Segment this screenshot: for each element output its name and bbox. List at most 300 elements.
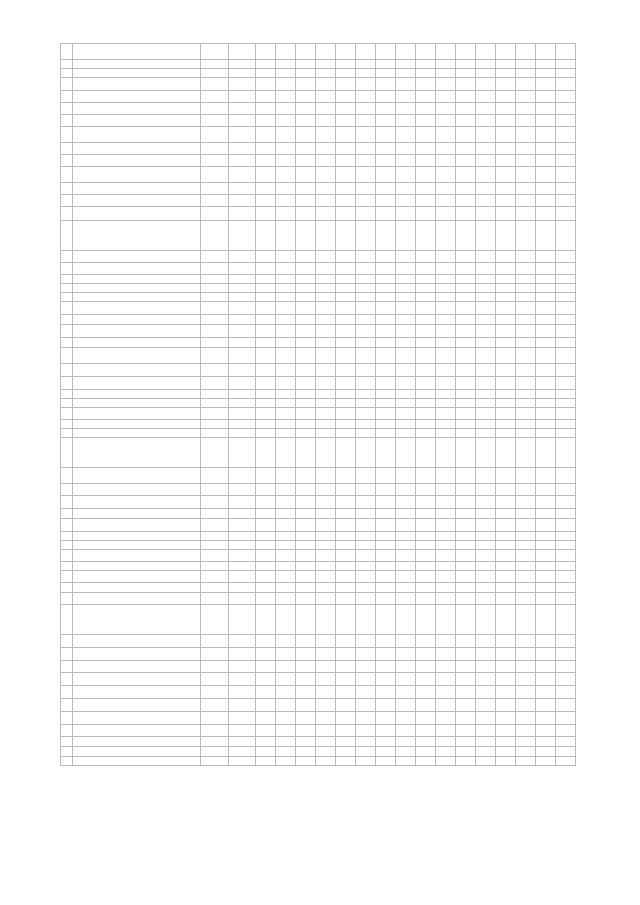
- data-cell: [516, 315, 536, 325]
- data-cell: [256, 725, 276, 737]
- data-cell: [536, 69, 556, 78]
- data-cell: [496, 725, 516, 737]
- value-cell-2: [229, 251, 256, 263]
- data-cell: [316, 155, 336, 167]
- data-cell: [476, 155, 496, 167]
- data-cell: [396, 438, 416, 468]
- data-cell: [416, 143, 436, 155]
- data-cell: [516, 167, 536, 183]
- data-cell: [396, 571, 416, 583]
- data-cell: [496, 377, 516, 390]
- data-cell: [456, 44, 476, 60]
- data-cell: [556, 737, 576, 747]
- row-number-cell: [61, 127, 73, 143]
- data-cell: [536, 399, 556, 408]
- row-description-cell: [73, 593, 201, 605]
- data-cell: [536, 60, 556, 69]
- data-cell: [276, 550, 296, 562]
- data-cell: [476, 673, 496, 686]
- data-cell: [536, 325, 556, 338]
- data-cell: [376, 91, 396, 103]
- data-cell: [396, 195, 416, 207]
- value-cell-1: [201, 143, 229, 155]
- data-cell: [516, 364, 536, 377]
- data-cell: [436, 438, 456, 468]
- data-cell: [276, 757, 296, 766]
- row-description-cell: [73, 103, 201, 115]
- row-number-cell: [61, 550, 73, 562]
- data-cell: [256, 275, 276, 284]
- data-cell: [516, 44, 536, 60]
- data-cell: [336, 293, 356, 302]
- data-cell: [516, 673, 536, 686]
- data-cell: [336, 593, 356, 605]
- data-cell: [516, 325, 536, 338]
- data-cell: [316, 429, 336, 438]
- data-cell: [316, 583, 336, 593]
- data-cell: [416, 661, 436, 673]
- data-cell: [376, 251, 396, 263]
- data-cell: [336, 69, 356, 78]
- table-row: [61, 364, 576, 377]
- value-cell-2: [229, 699, 256, 712]
- row-description-cell: [73, 399, 201, 408]
- table-row: [61, 44, 576, 60]
- data-cell: [516, 275, 536, 284]
- row-description-cell: [73, 315, 201, 325]
- data-cell: [316, 648, 336, 661]
- data-cell: [456, 293, 476, 302]
- row-number-cell: [61, 364, 73, 377]
- data-cell: [316, 127, 336, 143]
- data-cell: [476, 302, 496, 315]
- data-cell: [356, 562, 376, 571]
- data-cell: [416, 325, 436, 338]
- data-cell: [456, 635, 476, 648]
- data-cell: [456, 207, 476, 221]
- data-cell: [536, 420, 556, 429]
- data-cell: [536, 635, 556, 648]
- data-cell: [516, 648, 536, 661]
- value-cell-2: [229, 103, 256, 115]
- data-cell: [456, 673, 476, 686]
- data-cell: [296, 712, 316, 725]
- data-cell: [476, 251, 496, 263]
- data-cell: [296, 509, 316, 519]
- value-cell-1: [201, 127, 229, 143]
- data-cell: [456, 550, 476, 562]
- data-cell: [256, 364, 276, 377]
- data-cell: [516, 302, 536, 315]
- data-cell: [516, 550, 536, 562]
- row-description-cell: [73, 747, 201, 757]
- data-cell: [516, 519, 536, 532]
- data-cell: [376, 757, 396, 766]
- data-cell: [376, 69, 396, 78]
- data-cell: [396, 325, 416, 338]
- table-row: [61, 562, 576, 571]
- data-cell: [476, 78, 496, 91]
- data-cell: [556, 390, 576, 399]
- data-cell: [456, 583, 476, 593]
- data-cell: [436, 605, 456, 635]
- data-cell: [416, 605, 436, 635]
- data-cell: [256, 532, 276, 541]
- data-cell: [396, 541, 416, 550]
- data-cell: [536, 737, 556, 747]
- data-cell: [296, 583, 316, 593]
- data-cell: [256, 115, 276, 127]
- data-cell: [336, 408, 356, 420]
- data-cell: [516, 293, 536, 302]
- data-cell: [496, 583, 516, 593]
- data-cell: [496, 251, 516, 263]
- data-cell: [556, 302, 576, 315]
- data-cell: [296, 315, 316, 325]
- data-cell: [316, 78, 336, 91]
- data-cell: [476, 195, 496, 207]
- data-cell: [296, 195, 316, 207]
- data-cell: [516, 284, 536, 293]
- row-number-cell: [61, 699, 73, 712]
- data-cell: [456, 302, 476, 315]
- data-cell: [336, 747, 356, 757]
- value-cell-2: [229, 593, 256, 605]
- data-cell: [416, 91, 436, 103]
- data-cell: [556, 91, 576, 103]
- data-cell: [476, 275, 496, 284]
- data-cell: [356, 712, 376, 725]
- row-number-cell: [61, 284, 73, 293]
- data-cell: [316, 496, 336, 509]
- data-cell: [296, 221, 316, 251]
- data-cell: [336, 91, 356, 103]
- data-cell: [256, 221, 276, 251]
- value-cell-1: [201, 263, 229, 275]
- data-cell: [416, 420, 436, 429]
- data-cell: [436, 699, 456, 712]
- data-cell: [396, 532, 416, 541]
- data-cell: [356, 103, 376, 115]
- row-number-cell: [61, 420, 73, 429]
- data-cell: [316, 686, 336, 699]
- data-cell: [256, 284, 276, 293]
- data-cell: [476, 712, 496, 725]
- row-number-cell: [61, 60, 73, 69]
- data-cell: [296, 60, 316, 69]
- data-cell: [536, 127, 556, 143]
- data-cell: [516, 195, 536, 207]
- row-number-cell: [61, 155, 73, 167]
- value-cell-1: [201, 44, 229, 60]
- table-row: [61, 532, 576, 541]
- data-cell: [276, 509, 296, 519]
- data-cell: [356, 195, 376, 207]
- data-cell: [276, 686, 296, 699]
- data-cell: [376, 293, 396, 302]
- data-cell: [476, 438, 496, 468]
- data-cell: [376, 673, 396, 686]
- data-cell: [276, 541, 296, 550]
- data-cell: [496, 221, 516, 251]
- data-cell: [416, 519, 436, 532]
- row-number-cell: [61, 496, 73, 509]
- data-cell: [436, 571, 456, 583]
- data-cell: [496, 737, 516, 747]
- row-description-cell: [73, 377, 201, 390]
- data-cell: [356, 635, 376, 648]
- data-cell: [296, 686, 316, 699]
- row-description-cell: [73, 302, 201, 315]
- data-cell: [376, 593, 396, 605]
- data-cell: [296, 562, 316, 571]
- value-cell-2: [229, 143, 256, 155]
- data-cell: [536, 183, 556, 195]
- data-cell: [556, 127, 576, 143]
- data-cell: [456, 747, 476, 757]
- data-cell: [416, 429, 436, 438]
- data-cell: [396, 155, 416, 167]
- data-cell: [476, 737, 496, 747]
- data-cell: [356, 315, 376, 325]
- table-row: [61, 115, 576, 127]
- data-cell: [396, 69, 416, 78]
- data-cell: [316, 737, 336, 747]
- data-cell: [276, 115, 296, 127]
- value-cell-2: [229, 338, 256, 348]
- data-cell: [356, 275, 376, 284]
- data-cell: [496, 429, 516, 438]
- data-cell: [416, 167, 436, 183]
- table-row: [61, 519, 576, 532]
- data-cell: [416, 725, 436, 737]
- data-cell: [456, 532, 476, 541]
- value-cell-1: [201, 390, 229, 399]
- data-cell: [356, 364, 376, 377]
- data-cell: [456, 221, 476, 251]
- data-cell: [436, 127, 456, 143]
- data-cell: [476, 583, 496, 593]
- value-cell-2: [229, 91, 256, 103]
- data-cell: [416, 484, 436, 496]
- data-cell: [496, 686, 516, 699]
- data-cell: [396, 648, 416, 661]
- value-cell-1: [201, 468, 229, 484]
- data-cell: [416, 583, 436, 593]
- data-cell: [476, 562, 496, 571]
- data-cell: [336, 686, 356, 699]
- data-cell: [556, 338, 576, 348]
- data-cell: [376, 390, 396, 399]
- data-cell: [336, 315, 356, 325]
- row-description-cell: [73, 78, 201, 91]
- data-cell: [316, 325, 336, 338]
- data-cell: [396, 167, 416, 183]
- data-cell: [536, 648, 556, 661]
- data-cell: [436, 429, 456, 438]
- data-cell: [256, 183, 276, 195]
- data-cell: [436, 207, 456, 221]
- data-cell: [376, 183, 396, 195]
- data-cell: [476, 127, 496, 143]
- data-cell: [556, 408, 576, 420]
- value-cell-2: [229, 325, 256, 338]
- data-cell: [476, 532, 496, 541]
- data-cell: [436, 519, 456, 532]
- data-cell: [496, 541, 516, 550]
- data-cell: [496, 496, 516, 509]
- data-cell: [256, 325, 276, 338]
- data-cell: [256, 377, 276, 390]
- data-cell: [296, 302, 316, 315]
- data-cell: [296, 183, 316, 195]
- data-cell: [436, 593, 456, 605]
- table-row: [61, 103, 576, 115]
- data-cell: [356, 429, 376, 438]
- data-cell: [536, 315, 556, 325]
- data-cell: [316, 468, 336, 484]
- row-description-cell: [73, 562, 201, 571]
- data-cell: [456, 757, 476, 766]
- data-cell: [396, 91, 416, 103]
- data-cell: [376, 348, 396, 364]
- row-number-cell: [61, 757, 73, 766]
- value-cell-1: [201, 635, 229, 648]
- row-number-cell: [61, 484, 73, 496]
- data-cell: [416, 408, 436, 420]
- row-number-cell: [61, 263, 73, 275]
- data-cell: [356, 468, 376, 484]
- data-cell: [556, 44, 576, 60]
- data-cell: [356, 127, 376, 143]
- data-cell: [396, 484, 416, 496]
- value-cell-1: [201, 429, 229, 438]
- data-cell: [336, 60, 356, 69]
- data-cell: [456, 605, 476, 635]
- data-cell: [276, 429, 296, 438]
- data-cell: [296, 390, 316, 399]
- data-cell: [476, 44, 496, 60]
- table-row: [61, 155, 576, 167]
- data-cell: [296, 661, 316, 673]
- data-cell: [316, 338, 336, 348]
- data-cell: [276, 605, 296, 635]
- data-cell: [256, 648, 276, 661]
- data-cell: [456, 103, 476, 115]
- data-cell: [316, 221, 336, 251]
- data-cell: [436, 509, 456, 519]
- table-row: [61, 635, 576, 648]
- value-cell-2: [229, 635, 256, 648]
- data-cell: [376, 325, 396, 338]
- row-number-cell: [61, 143, 73, 155]
- row-number-cell: [61, 519, 73, 532]
- data-cell: [336, 583, 356, 593]
- data-cell: [556, 699, 576, 712]
- data-cell: [376, 263, 396, 275]
- value-cell-1: [201, 284, 229, 293]
- row-description-cell: [73, 712, 201, 725]
- row-number-cell: [61, 103, 73, 115]
- value-cell-1: [201, 673, 229, 686]
- data-cell: [376, 468, 396, 484]
- data-cell: [376, 115, 396, 127]
- row-description-cell: [73, 420, 201, 429]
- data-cell: [476, 390, 496, 399]
- data-cell: [256, 263, 276, 275]
- data-cell: [316, 484, 336, 496]
- data-cell: [496, 509, 516, 519]
- value-cell-1: [201, 293, 229, 302]
- data-cell: [296, 44, 316, 60]
- data-cell: [276, 712, 296, 725]
- data-cell: [376, 519, 396, 532]
- data-cell: [316, 315, 336, 325]
- data-cell: [496, 207, 516, 221]
- value-cell-2: [229, 484, 256, 496]
- data-cell: [396, 593, 416, 605]
- data-cell: [316, 251, 336, 263]
- data-cell: [536, 115, 556, 127]
- data-cell: [276, 593, 296, 605]
- data-cell: [296, 91, 316, 103]
- data-cell: [396, 699, 416, 712]
- data-cell: [256, 338, 276, 348]
- data-cell: [516, 115, 536, 127]
- data-cell: [276, 699, 296, 712]
- row-description-cell: [73, 338, 201, 348]
- value-cell-2: [229, 420, 256, 429]
- data-cell: [416, 541, 436, 550]
- data-cell: [436, 583, 456, 593]
- table-row: [61, 399, 576, 408]
- row-description-cell: [73, 509, 201, 519]
- data-cell: [256, 737, 276, 747]
- data-cell: [356, 673, 376, 686]
- value-cell-1: [201, 550, 229, 562]
- data-cell: [436, 562, 456, 571]
- data-cell: [316, 571, 336, 583]
- table-row: [61, 263, 576, 275]
- data-cell: [276, 747, 296, 757]
- data-cell: [356, 725, 376, 737]
- data-cell: [556, 429, 576, 438]
- data-cell: [416, 284, 436, 293]
- data-cell: [556, 251, 576, 263]
- data-cell: [296, 338, 316, 348]
- row-description-cell: [73, 390, 201, 399]
- data-cell: [496, 519, 516, 532]
- value-cell-2: [229, 747, 256, 757]
- data-cell: [436, 541, 456, 550]
- data-cell: [476, 519, 496, 532]
- data-cell: [336, 438, 356, 468]
- data-cell: [436, 468, 456, 484]
- data-cell: [256, 593, 276, 605]
- row-description-cell: [73, 673, 201, 686]
- row-description-cell: [73, 757, 201, 766]
- table-row: [61, 183, 576, 195]
- data-cell: [256, 673, 276, 686]
- data-cell: [476, 325, 496, 338]
- table-row: [61, 315, 576, 325]
- data-cell: [456, 275, 476, 284]
- data-cell: [456, 183, 476, 195]
- data-cell: [296, 496, 316, 509]
- data-cell: [496, 390, 516, 399]
- data-cell: [456, 78, 476, 91]
- data-cell: [276, 338, 296, 348]
